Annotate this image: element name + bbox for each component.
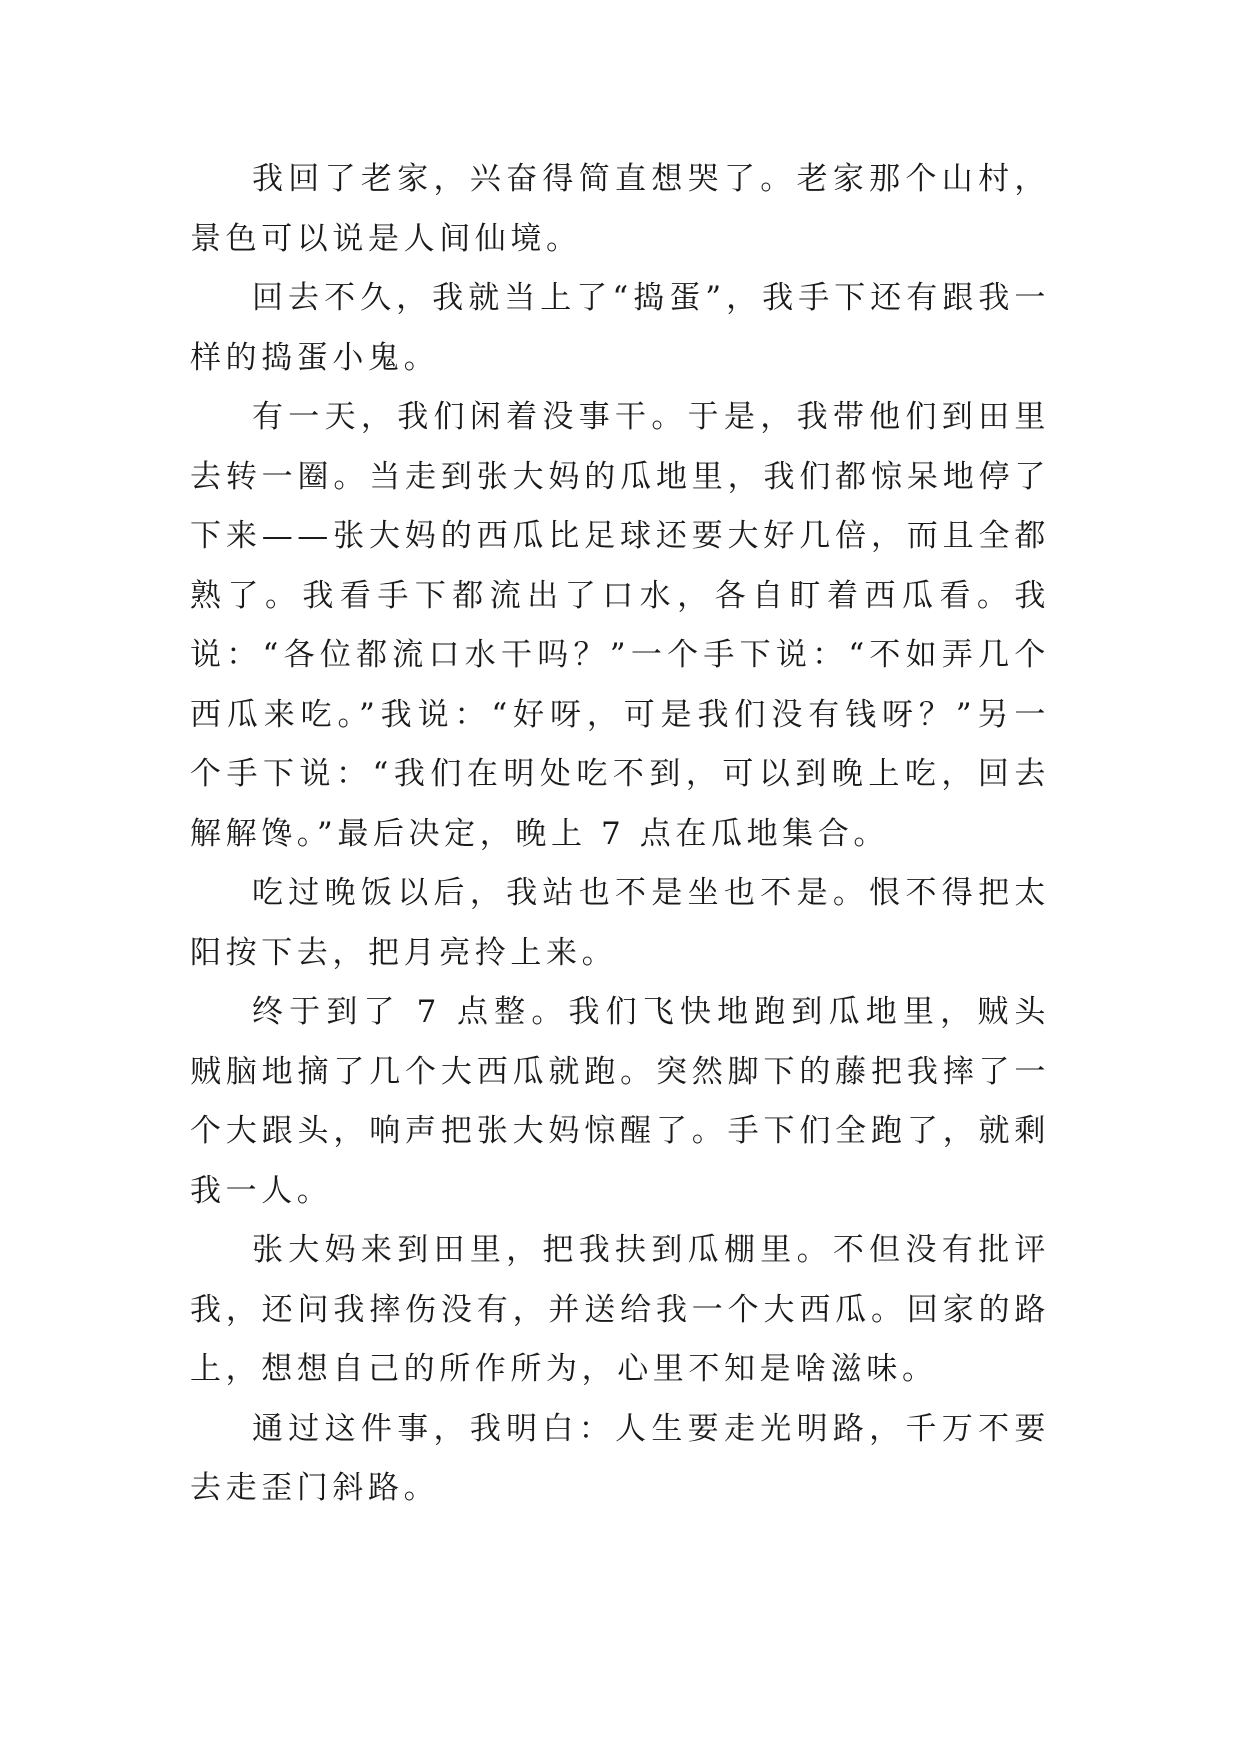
paragraph: 吃过晚饭以后，我站也不是坐也不是。恨不得把太阳按下去，把月亮拎上来。 — [190, 875, 1050, 971]
paragraph: 回去不久，我就当上了“捣蛋”，我手下还有跟我一样的捣蛋小鬼。 — [190, 280, 1050, 376]
paragraph: 张大妈来到田里，把我扶到瓜棚里。不但没有批评我，还问我摔伤没有，并送给我一个大西瓜。回家的路上，想想自己的所作所为，心里不知是啥滋味。 — [190, 1232, 1050, 1387]
paragraph: 有一天，我们闲着没事干。于是，我带他们到田里去转一圈。当走到张大妈的瓜地里，我们都惊呆地停了下来——张大妈的西瓜比足球还要大好几倍，而且全都熟了。我看手下都流出了口水，各自盯着西瓜看。我说：“各位都流口水干吗？”一个手下说：“不如弄几个西瓜来吃。”我说：“好呀，可是我们没有钱呀？”另一个手下说：“我们在明处吃不到，可以到晚上吃，回去解解馋。”最后决定，晚上 7 点在瓜地集合。 — [190, 399, 1050, 852]
paragraph: 终于到了 7 点整。我们飞快地跑到瓜地里，贼头贼脑地摘了几个大西瓜就跑。突然脚下的藤把我摔了一个大跟头，响声把张大妈惊醒了。手下们全跑了，就剩我一人。 — [190, 994, 1050, 1209]
essay-body — [190, 150, 1050, 1519]
paragraph: 通过这件事，我明白：人生要走光明路，千万不要去走歪门斜路。 — [190, 1410, 1050, 1506]
paragraph: 我回了老家，兴奋得简直想哭了。老家那个山村，景色可以说是人间仙境。 — [190, 161, 1050, 257]
